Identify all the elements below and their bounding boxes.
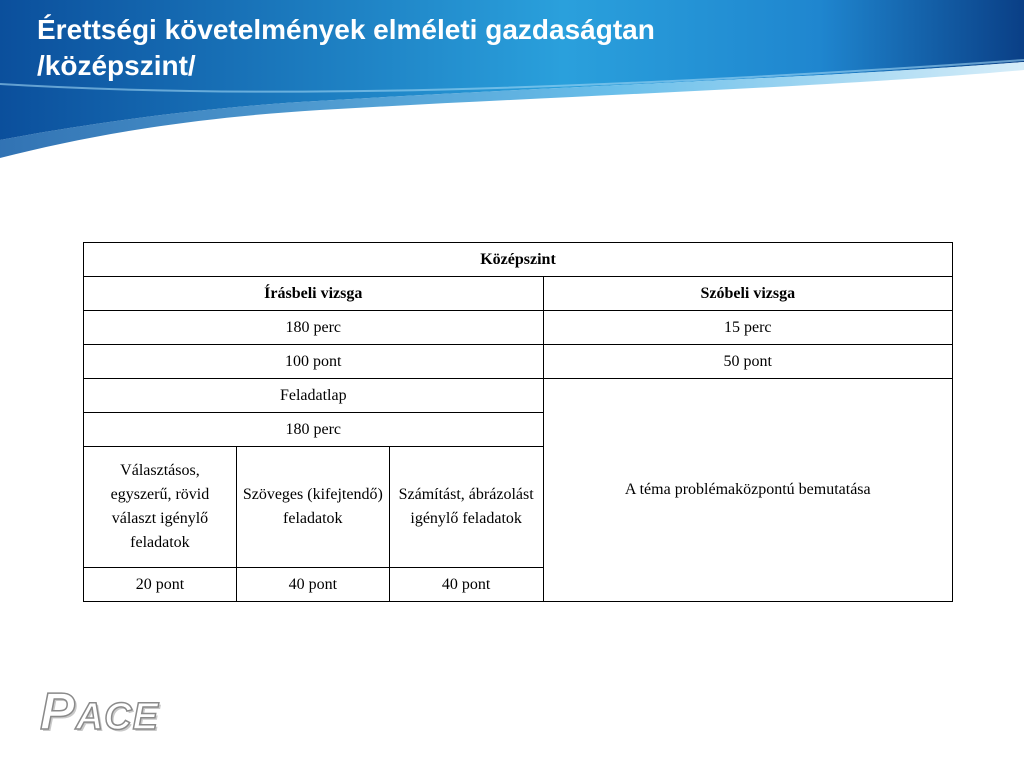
written-time-cell: 180 perc [84, 311, 544, 345]
table-row [84, 277, 953, 311]
slide-title-line2: /középszint/ [37, 50, 196, 81]
oral-time-cell: 15 perc [543, 311, 952, 345]
logo-initial: P [40, 683, 76, 741]
table-header-level: Középszint [84, 243, 953, 277]
table-row [84, 243, 953, 277]
task-points-cell: 40 pont [389, 568, 543, 602]
slide-title [37, 12, 655, 84]
exam-requirements-table [83, 242, 953, 602]
slide-title-line1: Érettségi követelmények elméleti gazdaságtan [37, 14, 655, 45]
oral-task-cell: A téma problémaközpontú bemutatása [543, 379, 952, 602]
task-type-cell: Szöveges (kifejtendő) feladatok [236, 447, 389, 568]
written-form-time-cell: 180 perc [84, 413, 544, 447]
pace-logo [40, 682, 159, 742]
table-row [84, 379, 953, 413]
written-form-cell: Feladatlap [84, 379, 544, 413]
column-header-oral: Szóbeli vizsga [543, 277, 952, 311]
task-points-cell: 40 pont [236, 568, 389, 602]
table-row [84, 345, 953, 379]
column-header-written: Írásbeli vizsga [84, 277, 544, 311]
task-type-cell: Számítást, ábrázolást igénylő feladatok [389, 447, 543, 568]
table-row [84, 311, 953, 345]
task-points-cell: 20 pont [84, 568, 237, 602]
oral-points-cell: 50 pont [543, 345, 952, 379]
written-points-cell: 100 pont [84, 345, 544, 379]
task-type-cell: Választásos, egyszerű, rövid választ igénylő feladatok [84, 447, 237, 568]
logo-rest: ACE [75, 696, 159, 738]
